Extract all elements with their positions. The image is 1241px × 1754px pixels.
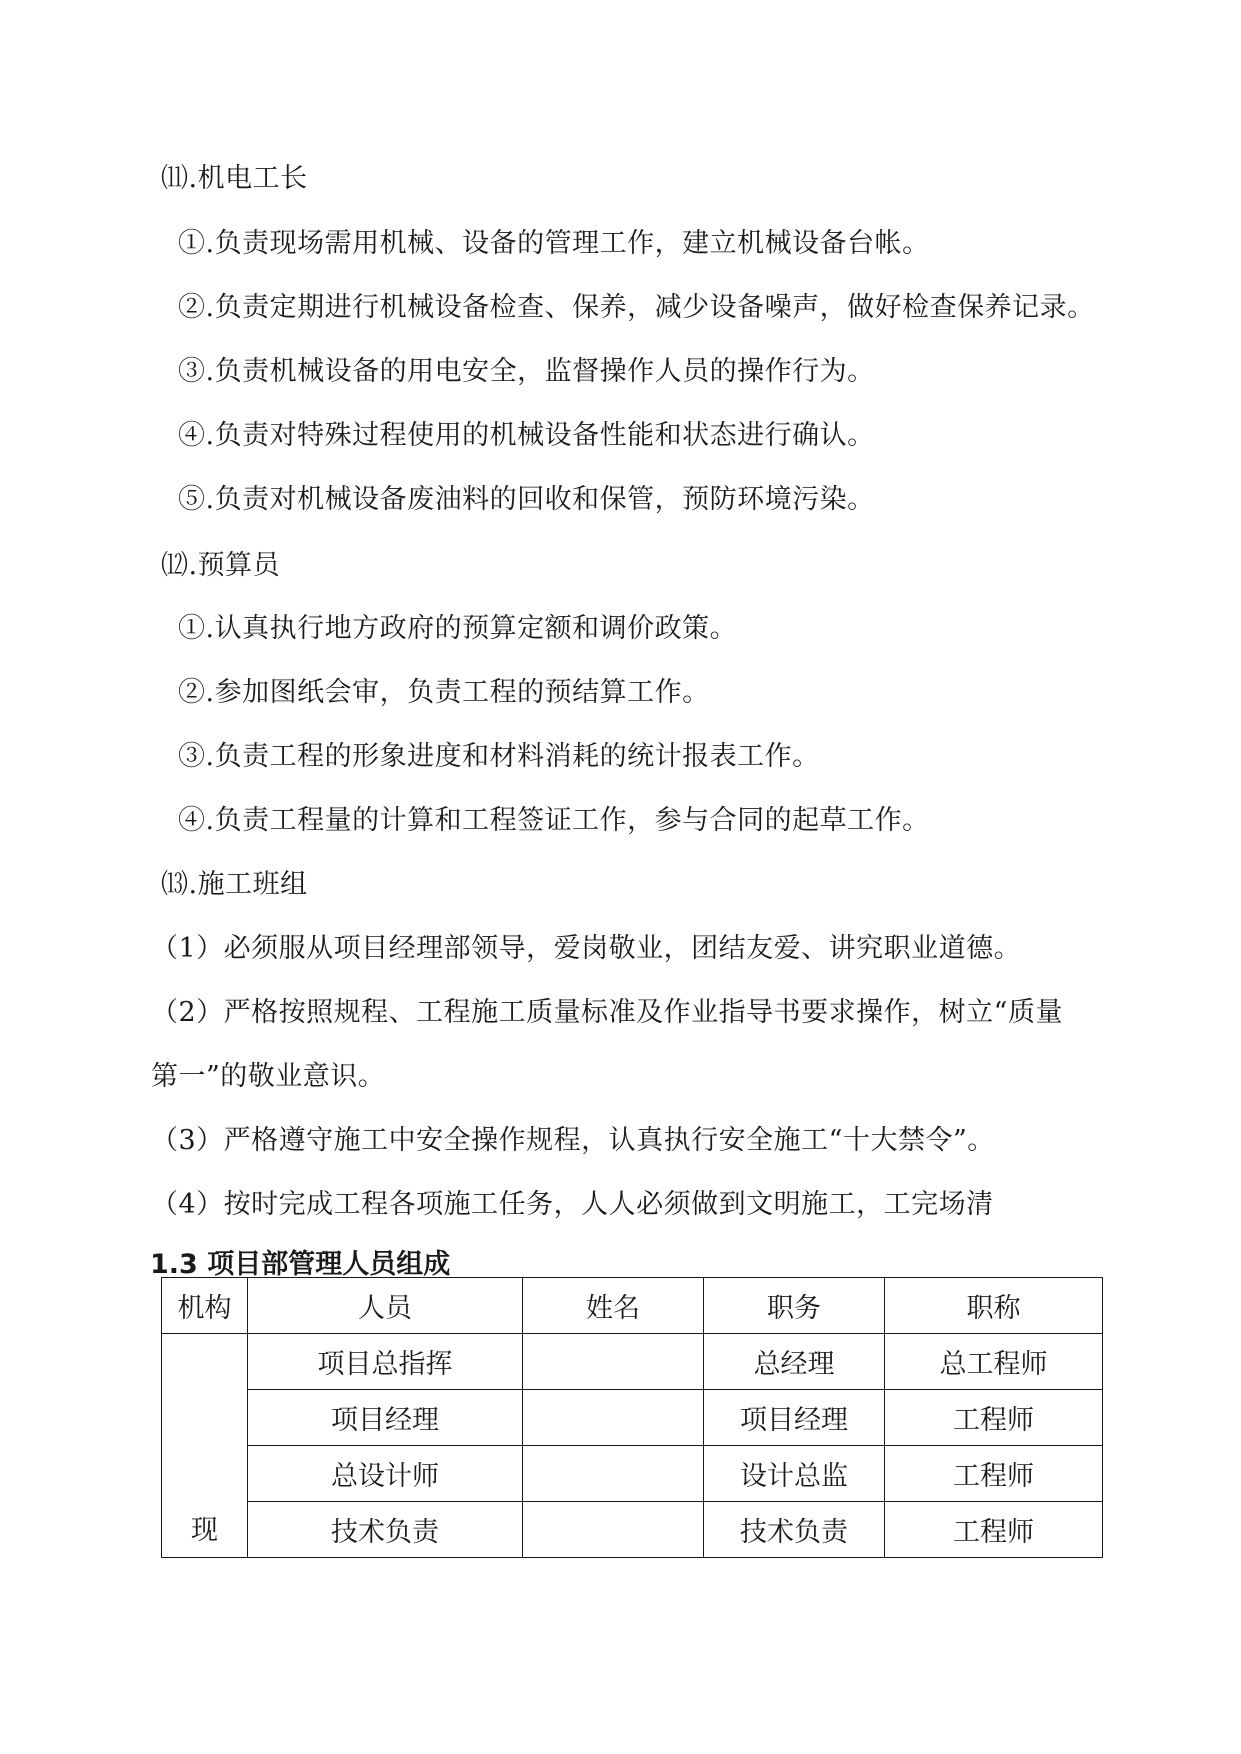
table-cell: 项目经理 [704, 1390, 885, 1446]
table-cell: 总工程师 [885, 1334, 1103, 1390]
list-item: ③.负责机械设备的用电安全，监督操作人员的操作行为。 [178, 356, 875, 387]
list-item: （1）必须服从项目经理部领导，爱岗敬业，团结友爱、讲究职业道德。 [151, 933, 1022, 964]
table-cell-name [523, 1446, 704, 1502]
section-heading-staff-composition: 1.3 项目部管理人员组成 [150, 1249, 451, 1280]
table-cell: 工程师 [885, 1390, 1103, 1446]
list-item: （4）按时完成工程各项施工任务，人人必须做到文明施工，工完场清 [151, 1189, 994, 1220]
table-cell: 技术负责 [704, 1502, 885, 1558]
table-cell: 工程师 [885, 1446, 1103, 1502]
list-item: ②.参加图纸会审，负责工程的预结算工作。 [178, 677, 710, 708]
table-cell: 项目总指挥 [248, 1334, 523, 1390]
list-item: ⑤.负责对机械设备废油料的回收和保管，预防环境污染。 [178, 484, 875, 515]
table-cell: 技术负责 [248, 1502, 523, 1558]
table-cell: 项目经理 [248, 1390, 523, 1446]
list-item: ④.负责对特殊过程使用的机械设备性能和状态进行确认。 [178, 420, 875, 451]
table-cell: 总经理 [704, 1334, 885, 1390]
section-title-construction-team: ⒀.施工班组 [161, 869, 308, 900]
staff-table [161, 1277, 1103, 1558]
column-header-position: 职务 [704, 1278, 885, 1334]
table-cell: 总设计师 [248, 1446, 523, 1502]
section-title-budget-officer: ⑿.预算员 [161, 550, 281, 581]
column-header-name: 姓名 [523, 1278, 704, 1334]
list-item: ①.认真执行地方政府的预算定额和调价政策。 [178, 613, 738, 644]
list-item-continuation: 第一”的敬业意识。 [151, 1061, 386, 1092]
table-row [162, 1502, 1103, 1558]
list-item: （3）严格遵守施工中安全操作规程，认真执行安全施工“十大禁令”。 [151, 1125, 995, 1156]
table-row [162, 1334, 1103, 1390]
table-cell-name [523, 1390, 704, 1446]
list-item: ②.负责定期进行机械设备检查、保养，减少设备噪声，做好检查保养记录。 [178, 292, 1095, 323]
list-item: ①.负责现场需用机械、设备的管理工作，建立机械设备台帐。 [178, 228, 930, 259]
list-item: ④.负责工程量的计算和工程签证工作，参与合同的起草工作。 [178, 805, 930, 836]
table-cell: 工程师 [885, 1502, 1103, 1558]
table-cell: 设计总监 [704, 1446, 885, 1502]
column-header-personnel: 人员 [248, 1278, 523, 1334]
list-item: ③.负责工程的形象进度和材料消耗的统计报表工作。 [178, 741, 820, 772]
table-row [162, 1446, 1103, 1502]
section-title-electromechanical-foreman: ⑾.机电工长 [161, 163, 308, 194]
column-header-organization: 机构 [162, 1278, 248, 1334]
table-row [162, 1390, 1103, 1446]
table-header-row [162, 1278, 1103, 1334]
list-item: （2）严格按照规程、工程施工质量标准及作业指导书要求操作，树立“质量 [151, 997, 1063, 1028]
table-cell-name [523, 1502, 704, 1558]
table-cell-name [523, 1334, 704, 1390]
column-header-title: 职称 [885, 1278, 1103, 1334]
organization-cell: 现 [162, 1334, 248, 1558]
